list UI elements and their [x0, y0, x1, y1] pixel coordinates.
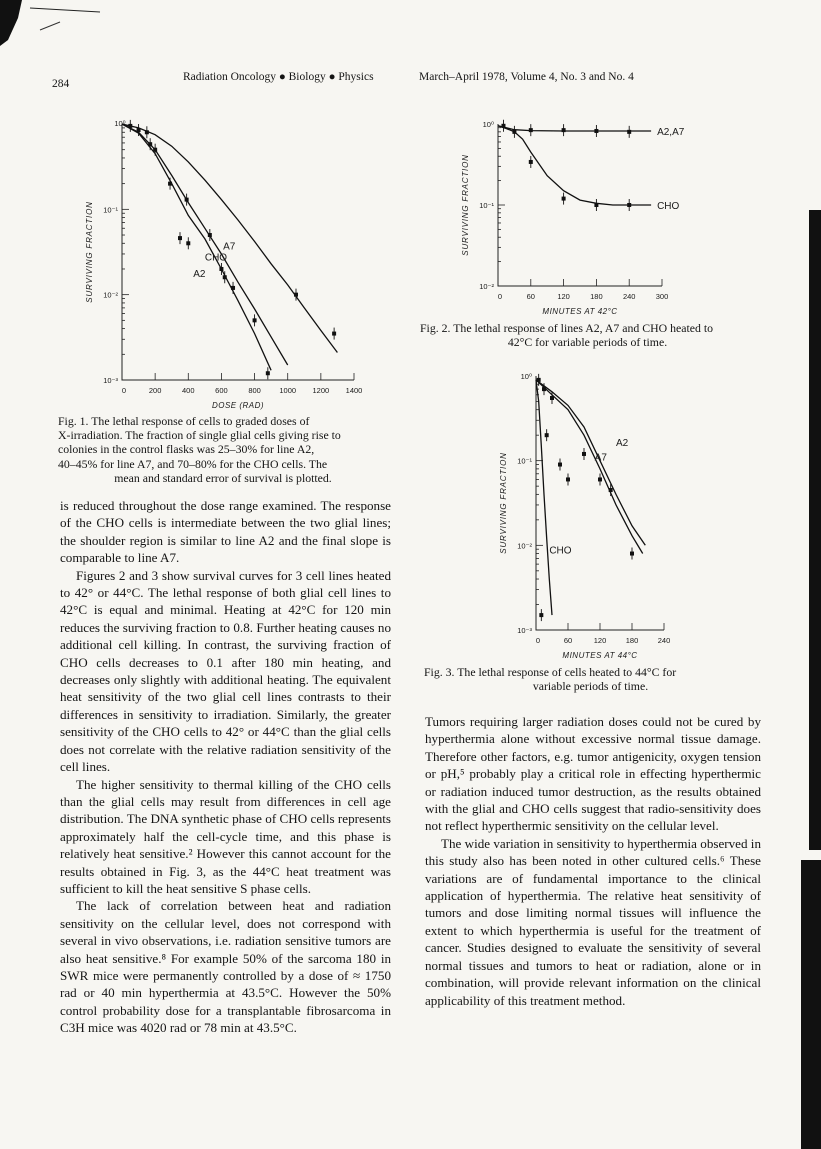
- x-tick-label: 300: [655, 292, 669, 301]
- data-point: [627, 130, 631, 134]
- data-point: [582, 452, 586, 456]
- scan-edge-right: [809, 210, 821, 850]
- data-point: [609, 488, 613, 492]
- data-point: [145, 130, 149, 134]
- x-tick-label: 1200: [312, 386, 330, 395]
- data-point: [186, 241, 190, 245]
- data-point: [266, 371, 270, 375]
- data-point: [566, 477, 570, 481]
- paragraph: The lack of correlation between heat and radiation sensitivity on the cellular level, does not correspond with several in vivo observations, i.e. radiation sensitive tumors are also heat sensitive.⁸ For example 50% of the sarcoma 180 in SWR mice were permanently controlled by a dose of ≈ 1750 rad or 40 min hyperthermia at 43.5°C. However the 50% control probability dose for a transplantable fibrosarcoma in C3H mice was 4020 rad or 78 min at 43.5°C.: [60, 898, 391, 1036]
- data-point: [223, 275, 227, 279]
- x-origin-label: 0: [121, 386, 127, 395]
- scan-artifact-top-left: [0, 0, 120, 70]
- data-point: [594, 129, 598, 133]
- x-axis-title: MINUTES AT 44°C: [562, 651, 638, 660]
- x-tick-label: 240: [657, 636, 671, 645]
- y-axis-title: SURVIVING FRACTION: [461, 154, 470, 256]
- x-tick-label: 60: [526, 292, 535, 301]
- y-axis-title: SURVIVING FRACTION: [499, 452, 508, 554]
- data-point: [168, 182, 172, 186]
- x-tick-label: 1400: [345, 386, 363, 395]
- caption-line: 42°C for variable periods of time.: [507, 335, 668, 350]
- x-tick-label: 1000: [279, 386, 297, 395]
- data-point: [137, 128, 141, 132]
- series-label: CHO: [657, 201, 680, 212]
- caption-line: X-irradiation. The fraction of single glial cells giving rise to: [58, 428, 341, 443]
- y-tick-label: 10⁰: [520, 372, 532, 381]
- y-axis-title: SURVIVING FRACTION: [85, 201, 94, 303]
- figure-3-caption: [424, 665, 757, 693]
- series-curve-cho: [122, 124, 288, 365]
- series-curve-a7: [122, 124, 337, 353]
- series-curve-cho: [536, 380, 552, 615]
- x-tick-label: 800: [248, 386, 261, 395]
- y-tick-label: 10⁻³: [103, 376, 118, 385]
- issue-info: March–April 1978, Volume 4, No. 3 and No. 4: [419, 71, 634, 83]
- series-label: A2: [616, 437, 629, 449]
- series-curve-a7: [536, 380, 643, 554]
- data-point: [219, 267, 223, 271]
- data-point: [529, 160, 533, 164]
- data-point: [627, 203, 631, 207]
- data-point: [550, 396, 554, 400]
- data-point: [148, 142, 152, 146]
- caption-line: Fig. 1. The lethal response of cells to graded doses of: [58, 414, 310, 428]
- series-curve-a2: [536, 380, 645, 545]
- x-tick-label: 200: [148, 386, 162, 395]
- data-point: [537, 378, 541, 382]
- x-axis-title: MINUTES AT 42°C: [542, 307, 618, 316]
- data-point: [594, 203, 598, 207]
- paragraph: The higher sensitivity to thermal killing of the CHO cells than the glial cells may result from differences in cell age distribution. The DNA synthetic phase of CHO cells represents approximately half the cell-cycle time, and this phase is relatively heat sensitive.² However this cannot account for the results obtained in Fig. 3, as the 44°C heat treatment was sufficient to kill the heat sensitive S phase cells.: [60, 776, 391, 896]
- figure-1-chart: [80, 112, 380, 412]
- paragraph: Tumors requiring larger radiation doses could not be cured by hyperthermia alone without excessive normal tissue damage. Therefore other factors, e.g. tumor antigenicity, oxygen tension or pH,⁵ probably play a critical role in effecting hyperthermic or radiation induced tumor destruction, as the results obtained with the glial and CHO cells suggest that radio-sensitivity does not reflect hyperthermic sensitivity on the cellular level.: [425, 714, 761, 834]
- series-label: A7: [223, 241, 236, 253]
- data-point: [598, 477, 602, 481]
- figure-1-caption: [58, 414, 388, 485]
- caption-line: mean and standard error of survival is plotted.: [114, 470, 332, 485]
- data-point: [332, 332, 336, 336]
- x-tick-label: 600: [215, 386, 228, 395]
- y-tick-label: 10⁻²: [103, 290, 118, 300]
- data-point: [294, 293, 298, 297]
- series-curve-cho: [498, 126, 651, 205]
- data-point: [185, 198, 189, 202]
- x-tick-label: 120: [557, 292, 570, 301]
- x-axis-title: DOSE (RAD): [211, 401, 265, 410]
- y-tick-label: 10⁻³: [517, 626, 532, 635]
- right-text-column: [425, 713, 761, 1009]
- paragraph: Figures 2 and 3 show survival curves for 3 cell lines heated to 42° or 44°C. The lethal response of both glial cell lines to 42°C is equal and minimal. Heating at 42°C for 120 min reduces the surviving fraction to 0.8. Further heating causes no additional cell killing. In contrast, the surviving fraction of CHO cells decreases to 0.1 after 180 min heating, and decreases only slightly with additional heating. The equivalent heat sensitivity of the two glial cell lines contrasts to their differences in sensitivity to irradiation. Similarly, the greater sensitivity of the CHO cells to 42° or 44°C than the glial cells does not correlate with the relative radiation sensitivity of the cell lines.: [60, 567, 391, 775]
- y-tick-label: 10⁻¹: [517, 456, 532, 466]
- y-tick-label: 10⁰: [482, 120, 494, 129]
- paragraph: The wide variation in sensitivity to hyperthermia observed in this study also has been noted in other cultured cells.⁶ These variations are of fundamental importance to the clinical application of hyperthermia. The relative heat sensitivity of tumors and dose limiting normal tissues will influence the extent to which hyperthermia is useful for the treatment of cancer. Studies designed to evaluate the sensitivity of several normal tissues and tumors to heat or radiation, alone or in combination, will provide relevant information on the clinical applicability of this treatment method.: [425, 835, 761, 1008]
- x-tick-label: 180: [625, 636, 639, 645]
- y-tick-label: 10⁻²: [517, 541, 532, 551]
- data-point: [512, 130, 516, 134]
- data-point: [562, 197, 566, 201]
- data-point: [630, 552, 634, 556]
- x-tick-label: 60: [563, 636, 573, 645]
- caption-line: Fig. 2. The lethal response of lines A2, A7 and CHO heated to: [420, 321, 714, 335]
- data-point: [529, 128, 533, 132]
- page-number: 284: [52, 78, 70, 90]
- series-label: A7: [594, 452, 607, 464]
- series-label: CHO: [549, 545, 572, 557]
- series-label: A2,A7: [657, 126, 685, 138]
- y-tick-label: 10⁻²: [479, 282, 494, 291]
- series-label: CHO: [204, 252, 228, 264]
- scan-edge-right-lower: [801, 860, 821, 1149]
- data-point: [128, 124, 132, 128]
- x-tick-label: 240: [622, 292, 636, 301]
- data-point: [501, 124, 505, 128]
- data-point: [562, 128, 566, 132]
- data-point: [558, 463, 562, 467]
- data-point: [542, 387, 546, 391]
- caption-line: 40–45% for line A7, and 70–80% for the CHO cells. The: [58, 456, 328, 471]
- x-tick-label: 400: [182, 386, 195, 395]
- y-top-label: 10⁰: [114, 119, 126, 128]
- axis-lines: [122, 124, 354, 380]
- x-origin-label: 0: [535, 636, 541, 645]
- data-point: [208, 233, 212, 237]
- figure-2-chart: [440, 112, 730, 322]
- data-point: [178, 236, 182, 240]
- y-tick-label: 10⁻¹: [479, 201, 494, 210]
- figure-2-caption: [420, 321, 755, 349]
- data-point: [539, 613, 543, 617]
- journal-title: Radiation Oncology ● Biology ● Physics: [183, 71, 374, 83]
- x-tick-label: 120: [593, 636, 607, 645]
- series-curve-a2: [122, 124, 271, 370]
- figure-3-chart: [490, 364, 690, 664]
- data-point: [545, 433, 549, 437]
- y-tick-label: 10⁻¹: [103, 205, 118, 215]
- caption-line: Fig. 3. The lethal response of cells heated to 44°C for: [424, 665, 677, 679]
- caption-line: colonies in the control flasks was 25–30% for line A2,: [58, 442, 315, 457]
- x-tick-label: 180: [590, 292, 603, 301]
- data-point: [153, 148, 157, 152]
- data-point: [253, 318, 257, 322]
- x-origin-label: 0: [497, 292, 503, 301]
- left-text-column: [60, 497, 391, 1037]
- series-label: A2: [193, 269, 206, 281]
- axis-lines: [536, 376, 664, 630]
- paragraph: is reduced throughout the dose range examined. The response of the CHO cells is intermediate between the two glial lines; the shoulder region is similar to line A2 and the final slope is comparable to line A7.: [60, 498, 391, 566]
- data-point: [231, 286, 235, 290]
- caption-line: variable periods of time.: [532, 679, 649, 694]
